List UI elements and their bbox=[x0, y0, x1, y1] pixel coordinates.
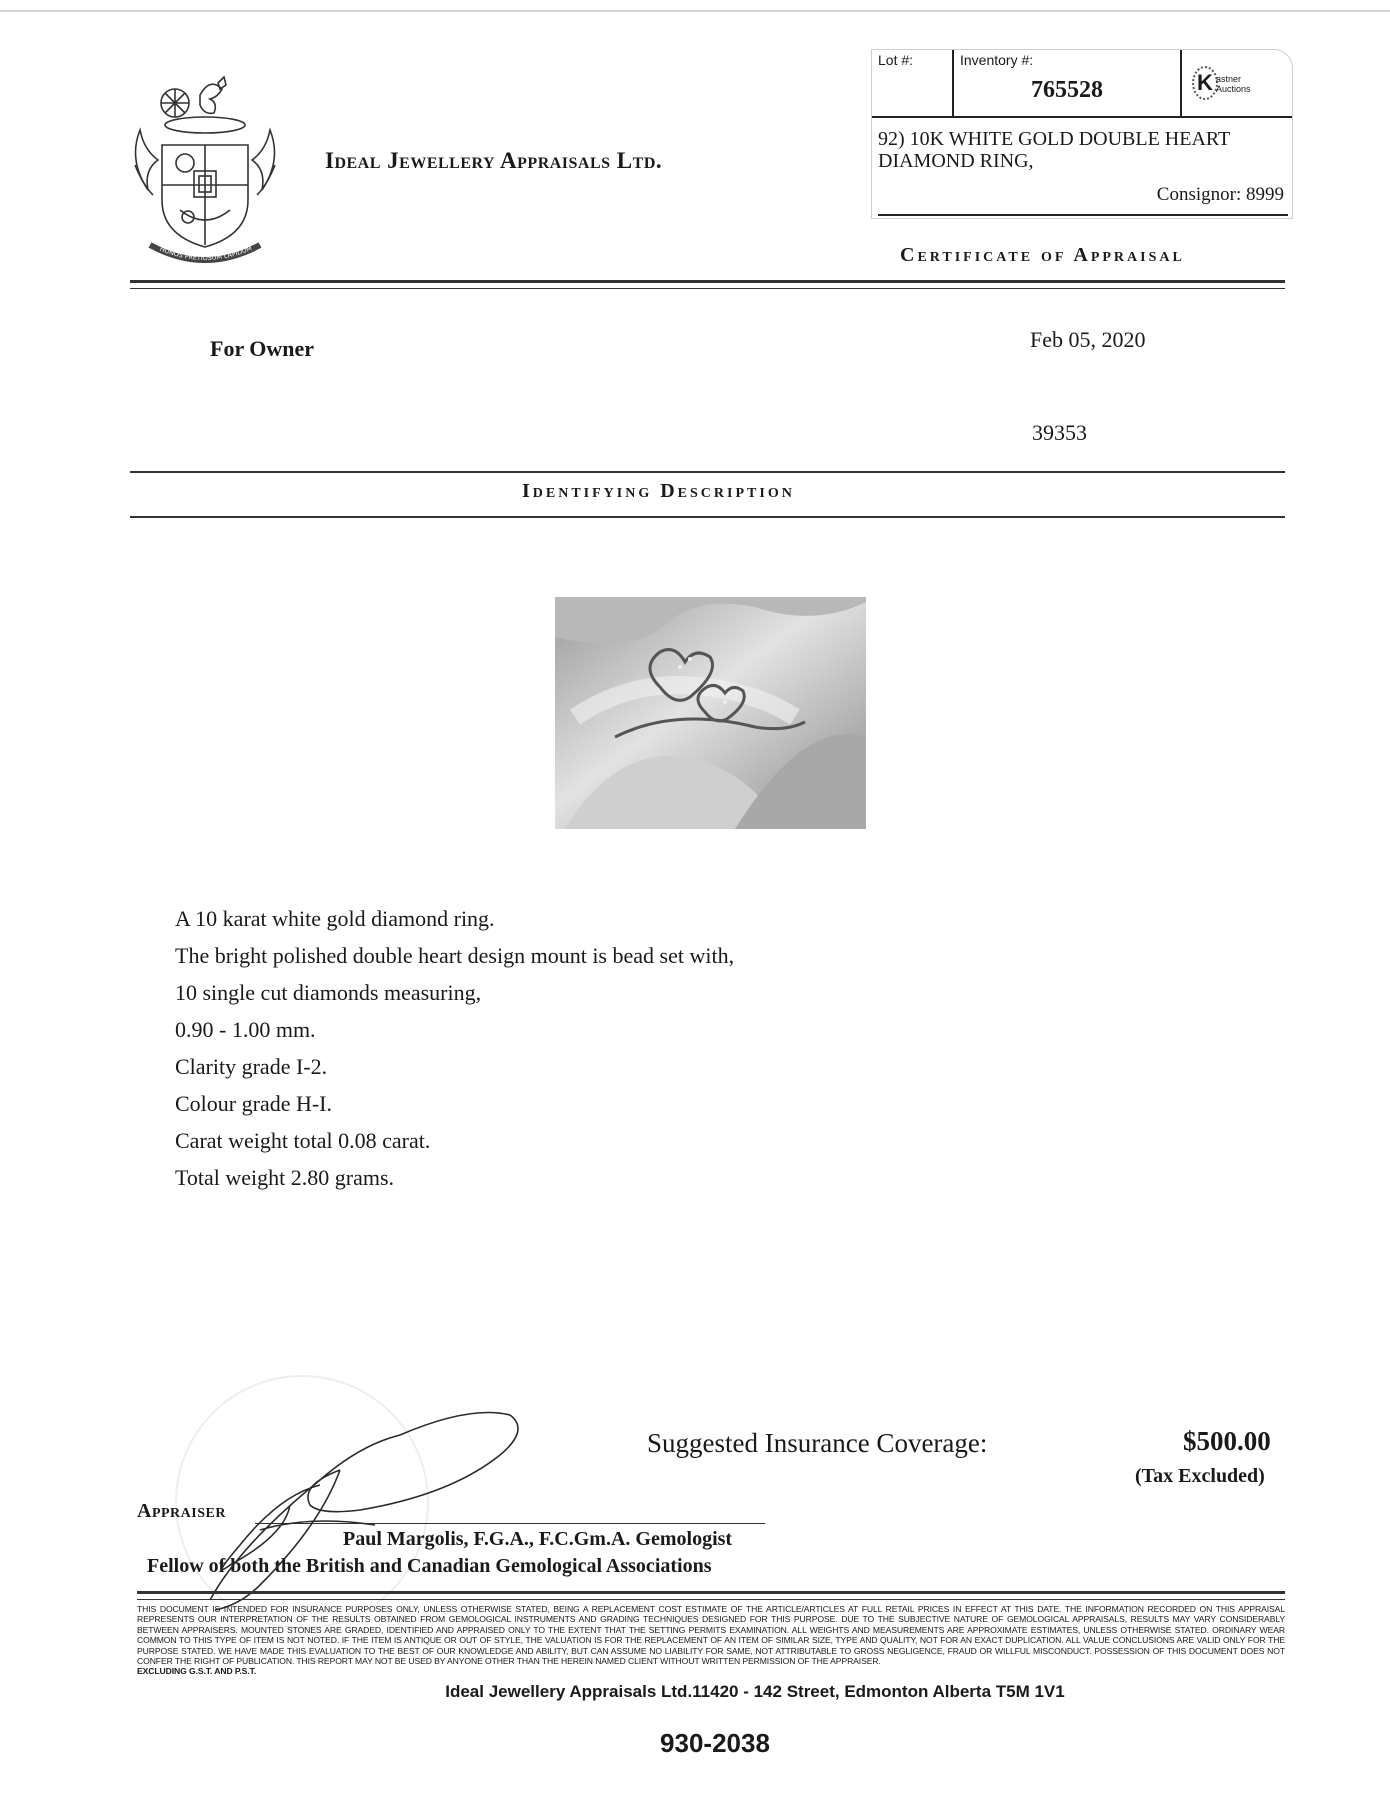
lot-item-description bbox=[878, 128, 1288, 172]
appraisal-date: Feb 05, 2020 bbox=[1030, 327, 1146, 352]
description-line: 0.90 - 1.00 mm. bbox=[175, 1017, 316, 1042]
description-line: A 10 karat white gold diamond ring. bbox=[175, 906, 495, 931]
lot-caption: Lot #: bbox=[878, 52, 914, 68]
description-line: Total weight 2.80 grams. bbox=[175, 1165, 395, 1190]
insurance-value: $500.00 bbox=[1183, 1426, 1271, 1456]
owner-label: For Owner bbox=[210, 336, 315, 361]
auction-logo-letter: K bbox=[1192, 66, 1218, 100]
company-name: Ideal Jewellery Appraisals Ltd. bbox=[325, 148, 663, 173]
consignor: Consignor: 8999 bbox=[1156, 184, 1284, 205]
crest-motto: HONOS PRETIOSUM LAPIDUM bbox=[158, 244, 254, 263]
lot-header-row bbox=[872, 50, 1292, 118]
inventory-cell bbox=[954, 50, 1182, 116]
insurance-label: Suggested Insurance Coverage: bbox=[647, 1428, 988, 1458]
disclaimer-text: THIS DOCUMENT IS INTENDED FOR INSURANCE PURPOSES ONLY, UNLESS OTHERWISE STATED, BEING A REPLACEMENT COST ESTIMATE OF THE ARTICLE/ARTICLES AT FULL RETAIL PRICES IN EFFECT AT THIS DATE. THE INFORMATION RECORDED ON THIS APPRAISAL REPRESENTS OUR INTERPRETATION OF THE RESULTS OBTAINED FROM GEMOLOGICAL INSTRUMENTS AND GRADING TECHNIQUES DESIGNED FOR THIS PURPOSE. DUE TO THE SUBJECTIVE NATURE OF GEMOLOGICAL APPRAISALS, RESULTS MAY VARY CONSIDERABLY BETWEEN APPRAISERS. MOUNTED STONES ARE GRADED, IDENTIFIED AND APPRAISED ONLY TO THE EXTENT THAT THE SETTING PERMITS EXAMINATION. ALL WEIGHTS AND MEASUREMENTS ARE APPROXIMATE ESTIMATES, UNLESS OTHERWISE STATED. ORDINARY WEAR COMMON TO THIS TYPE OF ITEM IS NOT NOTED. IF THE ITEM IS ANTIQUE OR OUT OF STYLE, THE VALUATION IS FOR THE REPLACEMENT OF AN ITEM OF SIMILAR SIZE, TYPE AND QUALITY, NOT FOR AN EXACT DUPLICATION. ALL VALUE CONCLUSIONS ARE VALID ONLY FOR THE PURPOSE STATED. WE HAVE MADE THIS EVALUATION TO THE BEST OF OUR KNOWLEDGE AND ABILITY, BUT CAN ASSUME NO LIABILITY FOR SAME, NOT ATTRIBUTABLE TO GROSS NEGLIGENCE, FRAUD OR WILLFUL MISCONDUCT. POSSESSION OF THIS DOCUMENT DOES NOT CONFER THE RIGHT OF PUBLICATION. THIS REPORT MAY NOT BE USED BY ANYONE OTHER THAN THE HEREIN NAMED CLIENT WITHOUT WRITTEN PERMISSION OF THE APPRAISER. bbox=[137, 1604, 1285, 1667]
description-line: Clarity grade I-2. bbox=[175, 1054, 328, 1079]
identifying-description-title: Identifying Description bbox=[522, 480, 795, 502]
certificate-title: Certificate of Appraisal bbox=[900, 244, 1185, 266]
lot-item-line1: 92) 10K WHITE GOLD DOUBLE HEART bbox=[878, 128, 1231, 150]
auction-logo-text bbox=[1216, 74, 1251, 94]
appraiser-fellowship: Fellow of both the British and Canadian Gemological Associations bbox=[147, 1555, 712, 1577]
section-rule-bottom bbox=[130, 516, 1285, 518]
description-line: The bright polished double heart design mount is bead set with, bbox=[175, 943, 735, 968]
lot-item-line2: DIAMOND RING, bbox=[878, 150, 1034, 172]
appraiser-name: Paul Margolis, F.G.A., F.C.Gm.A. Gemologist bbox=[343, 1528, 733, 1550]
section-rule-top bbox=[130, 471, 1285, 473]
header-divider bbox=[130, 280, 1285, 289]
legal-disclaimer bbox=[137, 1604, 1285, 1677]
description-line: Colour grade H-I. bbox=[175, 1091, 333, 1116]
auction-logo-line1: astner bbox=[1216, 74, 1242, 84]
signature-icon bbox=[200, 1385, 540, 1615]
inventory-number: 765528 bbox=[1031, 77, 1103, 103]
appraisal-reference-number: 39353 bbox=[1032, 420, 1087, 445]
description-line: Carat weight total 0.08 carat. bbox=[175, 1128, 431, 1153]
disclaimer-divider bbox=[137, 1591, 1285, 1600]
lot-label-divider bbox=[878, 214, 1288, 216]
appraiser-label: Appraiser bbox=[137, 1500, 226, 1522]
lot-cell bbox=[872, 50, 954, 116]
item-description bbox=[175, 900, 734, 1196]
inventory-caption: Inventory #: bbox=[960, 52, 1034, 68]
insurance-tax-note: (Tax Excluded) bbox=[1135, 1465, 1265, 1487]
coat-of-arms-icon bbox=[130, 75, 280, 265]
page-top-edge bbox=[0, 10, 1390, 12]
footer-address: Ideal Jewellery Appraisals Ltd.11420 - 142 Street, Edmonton Alberta T5M 1V1 bbox=[445, 1682, 1065, 1701]
auction-logo-line2: Auctions bbox=[1216, 84, 1251, 94]
footer-phone: 930-2038 bbox=[660, 1728, 770, 1758]
description-line: 10 single cut diamonds measuring, bbox=[175, 980, 482, 1005]
auction-logo bbox=[1182, 50, 1292, 116]
tax-exclusion-note: EXCLUDING G.S.T. AND P.S.T. bbox=[137, 1666, 257, 1677]
ring-photo bbox=[555, 597, 866, 829]
lot-label-sticker bbox=[872, 50, 1292, 218]
